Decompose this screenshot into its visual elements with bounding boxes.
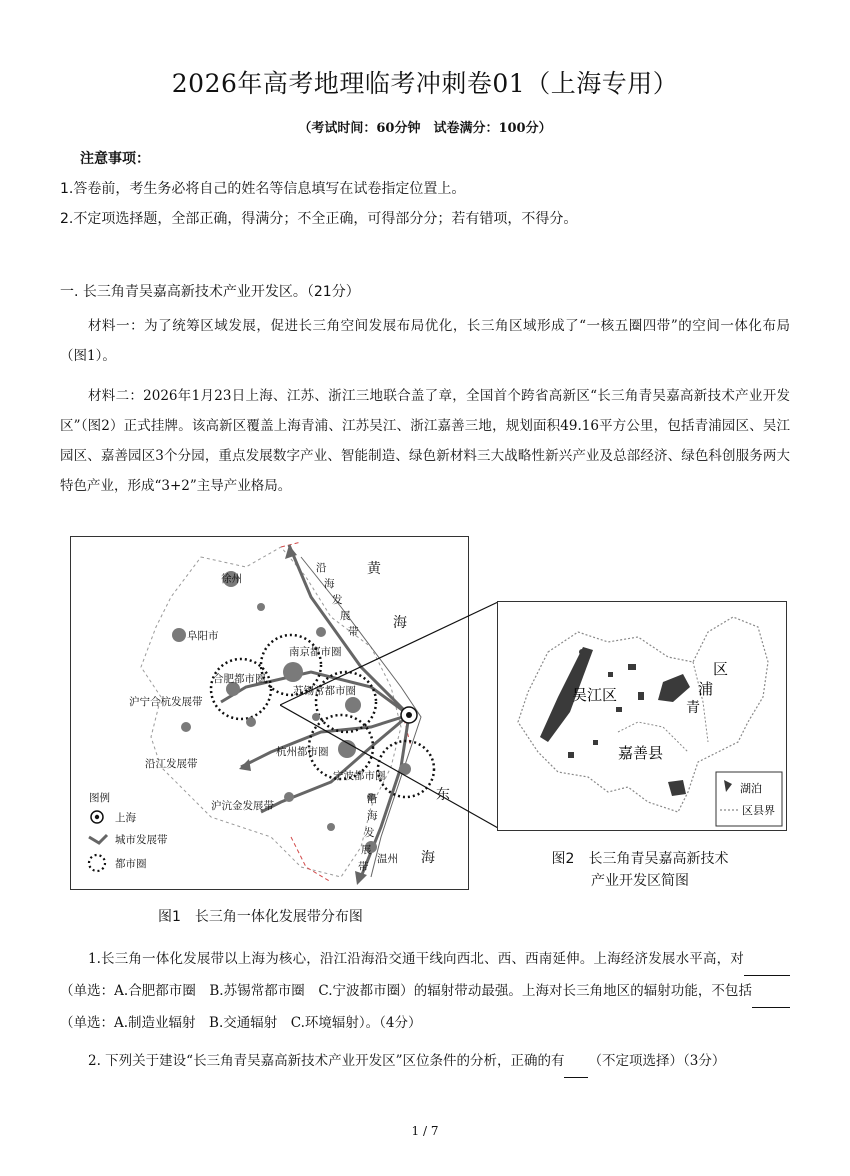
label-hai: 海: [393, 615, 407, 631]
legend-belt-icon: [89, 835, 107, 843]
city-fuyang: [172, 628, 186, 642]
label-coastal-south: 海: [367, 810, 378, 822]
label-hai-south: 海: [421, 850, 435, 866]
material-two: 材料二：2026年1月23日上海、江苏、浙江三地联合盖了章，全国首个跨省高新区“长三角青吴嘉高新技术产业开发区”（图2）正式挂牌。该高新区覆盖上海青浦、江苏吴江、浙江嘉善三地，规划面积49.16平方公里，包括青浦园区、吴江园区、嘉善园区3个分园，重点发展数字产业、智能制造、绿色新材料三大战略性新兴产业及总部经济、绿色科创服务两大特色产业，形成“3+2”主导产业格局。: [60, 388, 790, 494]
label-coastal-north: 沿: [316, 562, 327, 574]
label-nanjing: 南京都市圈: [289, 646, 342, 658]
label-jiashan: 嘉善县: [618, 744, 664, 762]
label-qing: 青: [686, 700, 700, 716]
label-huningheshang: 沪宁合杭发展带: [129, 696, 203, 708]
label-coastal-south: 展: [361, 844, 372, 856]
label-huang: 黄: [367, 561, 381, 577]
exam-info: （考试时间：60分钟 试卷满分：100分）: [298, 121, 552, 136]
section-heading: 一. 长三角青吴嘉高新技术产业开发区。（21分）: [60, 284, 360, 300]
label-coastal-north: 带: [348, 626, 359, 638]
question-2-text: 2. 下列关于建设“长三角青吴嘉高新技术产业开发区”区位条件的分析，正确的有: [88, 1053, 565, 1069]
label-pu: 浦: [698, 680, 714, 698]
label-coastal-south: 带: [358, 861, 369, 873]
label-coastal-north: 展: [340, 610, 351, 622]
label-coastal-south: 发: [364, 827, 375, 839]
answer-blank-3[interactable]: [564, 1046, 588, 1078]
figure-2-map: [497, 601, 787, 831]
figure-2-caption-line2: 产业开发区简图: [591, 873, 689, 889]
notice-item: 1.答卷前，考生务必将自己的姓名等信息填写在试卷指定位置上。: [60, 181, 466, 197]
label-qu: 区: [713, 660, 729, 678]
label-huhangjin: 沪沆金发展带: [211, 800, 274, 812]
label-yanjiang: 沿江发展带: [145, 758, 198, 770]
legend-metro-icon: [89, 855, 105, 871]
label-east: 东: [436, 787, 450, 803]
legend-shanghai: 上海: [115, 812, 136, 824]
label-hefei: 合肥都市圈: [213, 673, 266, 685]
figure-2-svg: [498, 602, 786, 830]
legend-lake: 湖泊: [740, 782, 762, 795]
answer-blank-2[interactable]: [752, 976, 790, 1008]
label-suxichang: 苏锡常都市圈: [293, 685, 356, 697]
connector-lines: [280, 600, 500, 840]
label-wujiang: 吴江区: [572, 686, 618, 704]
label-coastal-north: 海: [324, 578, 335, 590]
lake-dianshan: [658, 674, 690, 702]
legend-boundary: 区县界: [742, 804, 775, 817]
label-coastal-north: 发: [332, 594, 343, 606]
question-1-text: （单选：A.制造业辐射 B.交通辐射 C.环境辐射）。（4分）: [60, 1015, 422, 1031]
figure-2-caption-line1: 图2 长三角青吴嘉高新技术: [551, 851, 729, 867]
figure-2-caption: [525, 848, 755, 892]
material-one: 材料一：为了统筹区域发展，促进长三角空间发展布局优化，长三角区域形成了“一核五圈四带”的空间一体化布局（图1）。: [60, 318, 790, 364]
question-1-text: 1.长三角一体化发展带以上海为核心，沿江沿海沿交通干线向西北、西、西南延伸。上海经济发展水平高，对: [88, 951, 744, 967]
question-2-text: （不定项选择）（3分）: [588, 1053, 726, 1069]
notice-heading: 注意事项：: [80, 151, 150, 167]
label-hangzhou: 杭州都市圈: [276, 746, 329, 758]
legend-title: 图例: [89, 792, 110, 804]
label-xuzhou: 徐州: [221, 573, 242, 585]
legend-metro: 都市圈: [115, 858, 147, 870]
figure-2-legend: [716, 772, 782, 826]
label-fuyang: 阜阳市: [187, 630, 219, 642]
label-wenzhou: 温州: [377, 853, 398, 865]
answer-blank-1[interactable]: [744, 944, 790, 976]
question-1-text: （单选：A.合肥都市圈 B.苏锡常都市圈 C.宁波都市圈）的辐射带动最强。上海对长三角地区的辐射功能，不包括: [60, 983, 752, 999]
page-number: 1 / 7: [411, 1124, 439, 1138]
legend-belt: 城市发展带: [115, 834, 168, 846]
label-ningbo: 宁波都市圈: [333, 770, 386, 782]
question-2: [60, 1046, 790, 1078]
notice-item: 2.不定项选择题，全部正确，得满分；不全正确，可得部分分；若有错项，不得分。: [60, 211, 578, 227]
page-title: 2026年高考地理临考冲刺卷01（上海专用）: [171, 69, 679, 98]
question-1: [60, 944, 790, 1039]
figure-1-caption: 图1 长三角一体化发展带分布图: [158, 909, 363, 925]
label-coastal-south: 沿: [367, 793, 378, 805]
